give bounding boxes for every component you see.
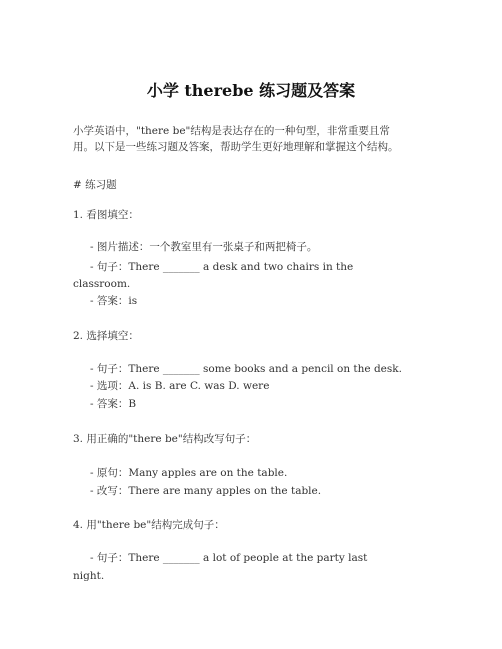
q1-sentence-line-1: - 句子：There _______ a desk and two chairs in the (90, 261, 354, 273)
q2-options: - 选项：A. is B. are C. was D. were (90, 380, 270, 392)
intro-line-1: 小学英语中，"there be"结构是表达存在的一种句型，非常重要且常 (73, 125, 390, 137)
q1-answer: - 答案：is (90, 295, 138, 307)
q4-sentence-line-1: - 句子：There _______ a lot of people at the party last (90, 552, 368, 564)
page-title: 小学 therebe 练习题及答案 (146, 81, 356, 100)
q3-rewrite: - 改写：There are many apples on the table. (90, 485, 322, 497)
section-heading: # 练习题 (73, 179, 117, 191)
q1-heading: 1. 看图填空： (73, 209, 139, 221)
q2-heading: 2. 选择填空： (73, 330, 139, 342)
q3-original: - 原句：Many apples are on the table. (90, 467, 288, 479)
q4-sentence-line-2: night. (73, 570, 105, 582)
intro-line-2: 用。以下是一些练习题及答案，帮助学生更好地理解和掌握这个结构。 (73, 141, 399, 153)
q2-sentence: - 句子：There _______ some books and a pencil on the desk. (90, 363, 402, 375)
q3-heading: 3. 用正确的"there be"结构改写句子： (73, 433, 257, 445)
q2-answer: - 答案：B (90, 398, 137, 410)
q1-image-desc: - 图片描述：一个教室里有一张桌子和两把椅子。 (90, 241, 318, 253)
q1-sentence-line-2: classroom. (73, 278, 131, 290)
q4-heading: 4. 用"there be"结构完成句子： (73, 519, 225, 531)
